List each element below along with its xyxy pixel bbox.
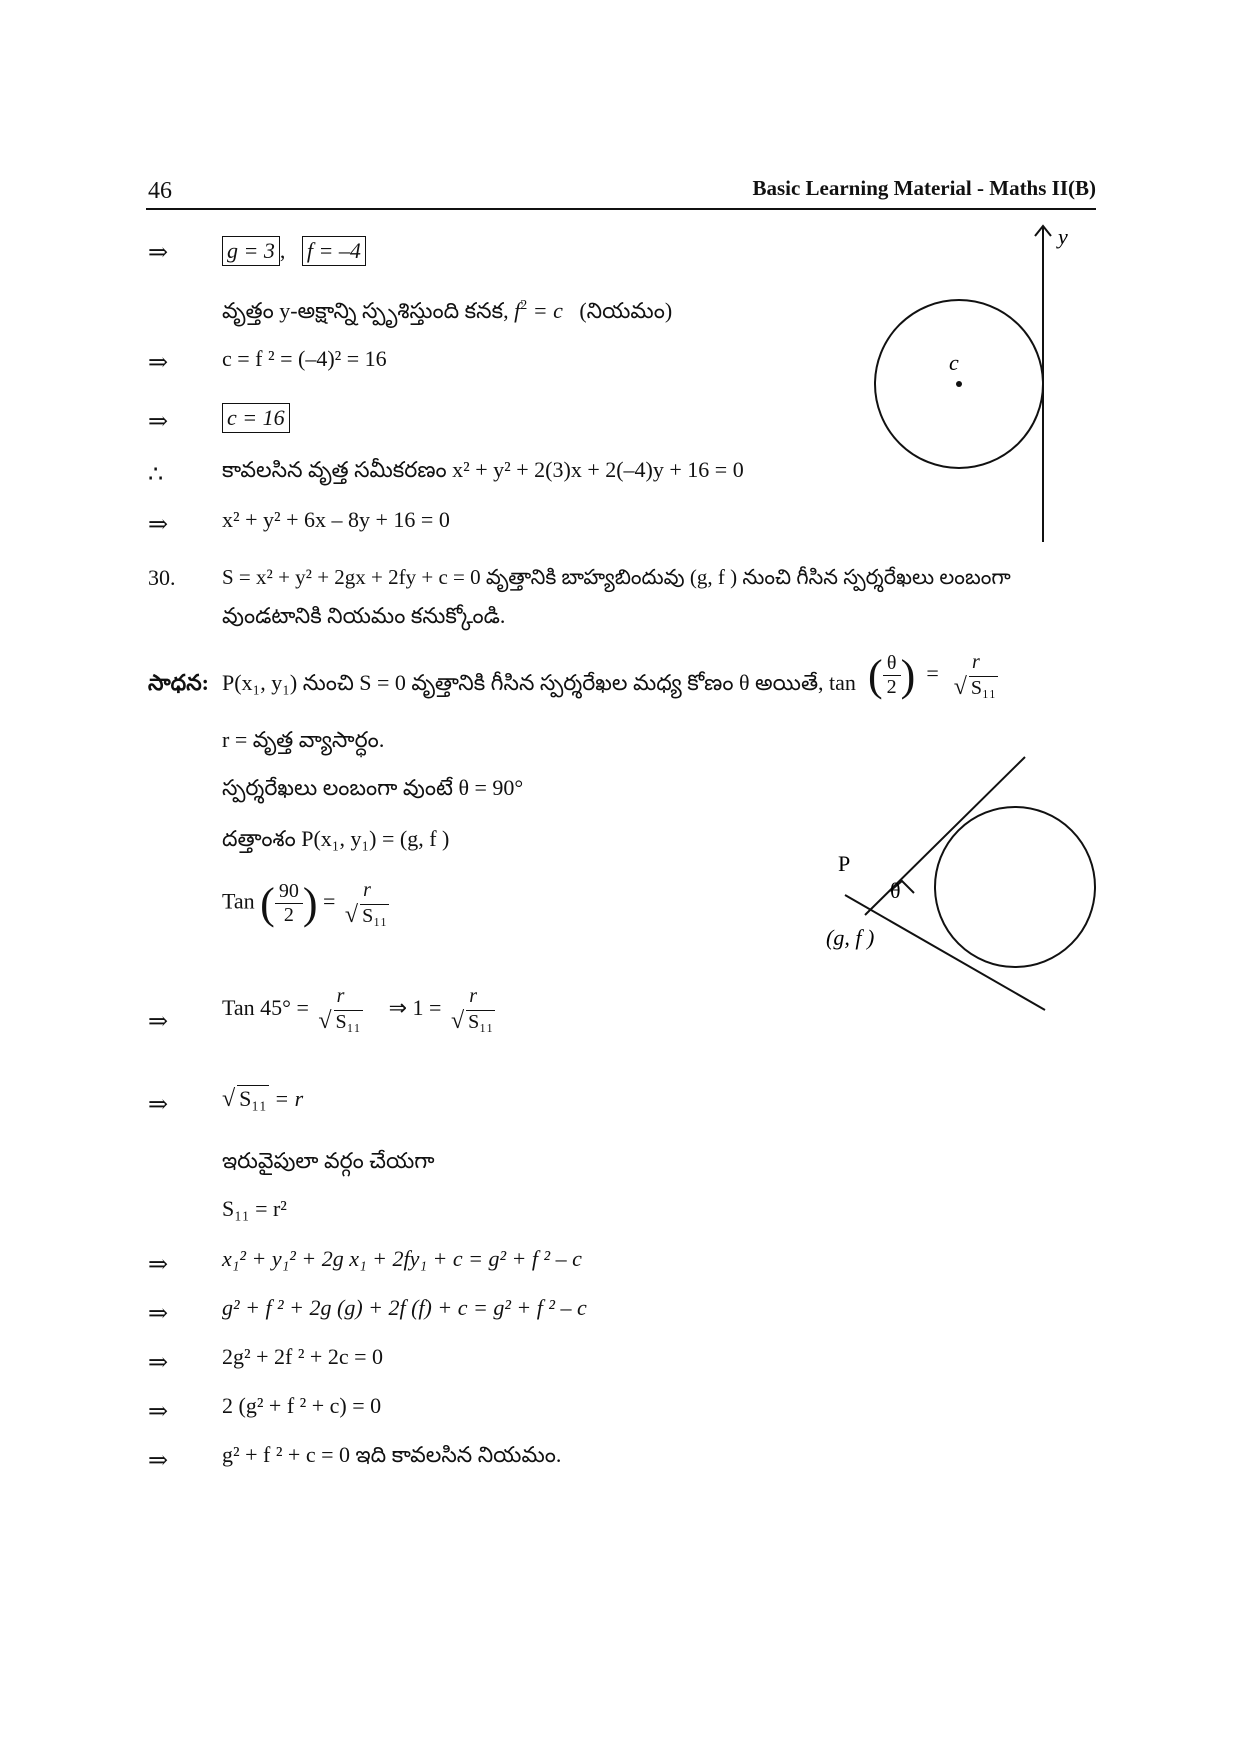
boxed-g: g = 3 [222,236,280,266]
implies-symbol: ⇒ [148,1397,169,1425]
coordinate-label: (g, f ) [826,925,875,950]
implies-symbol: ⇒ [148,1250,169,1278]
solution-line-1: P(x₁, y₁) నుంచి S = 0 వృత్తానికి గీసిన స్పర్శరేఖల మధ్య కోణం θ అయితే, tan [222,670,856,695]
theta-label: θ [890,878,901,903]
required-equation-line: కావలసిన వృత్త సమీకరణం x² + y² + 2(3)x + 2(–4)y + 16 = 0 [222,457,744,482]
question-text-line-2: వుండటానికి నియమం కనుక్కోండి. [222,603,506,628]
boxed-g-f [222,236,366,266]
question-number: 30. [148,565,176,590]
circle-touching-y-axis-figure [860,220,1100,550]
page-title: Basic Learning Material - Maths II(B) [752,176,1096,200]
point-p-label: P [838,851,851,876]
implies-symbol: ⇒ [148,510,169,538]
circle-shape [935,807,1095,967]
y-axis-label: y [1058,224,1068,249]
expansion-equation-1: x₁² + y₁² + 2g x₁ + 2fy₁ + c = g² + f ² – c [222,1246,582,1271]
tan-45-equation: Tan 45° = r √ S₁₁ ⇒ 1 = r √ S₁₁ [222,985,494,1034]
perpendicular-tangents-figure [820,745,1110,1025]
expansion-equation-4: 2 (g² + f ² + c) = 0 [222,1393,382,1418]
sqrt-s11-equals-r: √ S₁₁ = r [222,1086,304,1112]
expansion-equation-2: g² + f ² + 2g (g) + 2f (f) + c = g² + f ² – c [222,1295,587,1320]
s11-equals-r-squared: S₁₁ = r² [222,1196,287,1221]
squaring-line: ఇరువైపులా వర్గం చేయగా [222,1148,435,1173]
final-equation: x² + y² + 6x – 8y + 16 = 0 [222,507,450,532]
implies-symbol: ⇒ [148,407,169,435]
implies-symbol: ⇒ [148,1348,169,1376]
boxed-f: f = –4 [302,236,366,266]
solution-label: సాధన: [148,670,209,695]
implies-symbol: ⇒ [148,1299,169,1327]
implies-symbol: ⇒ [148,348,169,376]
solution-line-2: r = వృత్త వ్యాసార్ధం. [222,727,385,752]
center-label: c [949,350,959,375]
tangent-line-upper [865,757,1025,915]
implies-symbol: ⇒ [148,238,169,266]
c-value-line: c = f ² = (–4)² = 16 [222,346,387,371]
tangent-condition-line: వృత్తం y-అక్షాన్ని స్పృశిస్తుంది కనక, $f^2 = c$ (నియమం) [222,298,673,323]
therefore-symbol: ∴ [148,460,164,488]
boxed-c: c = 16 [222,403,290,433]
tan-90-over-2-equation: Tan ( $\frac{90}{2}$ ) = r √ S₁₁ [222,878,388,928]
implies-symbol: ⇒ [148,1007,169,1035]
implies-symbol: ⇒ [148,1090,169,1118]
implies-symbol: ⇒ [148,1446,169,1474]
page-number: 46 [148,178,172,204]
separator: , [279,238,286,263]
solution-line-4: దత్తాంశం P(x₁, y₁) = (g, f ) [222,826,450,851]
header-rule [146,208,1096,210]
center-point [956,381,962,387]
final-condition: g² + f ² + c = 0 ఇది కావలసిన నియమం. [222,1442,562,1467]
question-text-line-1: S = x² + y² + 2gx + 2fy + c = 0 వృత్తానికి బాహ్యబిందువు (g, f ) నుంచి గీసిన స్పర్శరేఖలు లంబంగా [222,565,1011,589]
tangent-line-lower [845,895,1045,1010]
tan-half-theta-fraction: ( $\frac{\theta}{2}$ ) = r √ S₁₁ [868,650,996,700]
solution-line-3: స్పర్శరేఖలు లంబంగా వుంటే θ = 90° [222,775,524,800]
expansion-equation-3: 2g² + 2f ² + 2c = 0 [222,1344,384,1369]
